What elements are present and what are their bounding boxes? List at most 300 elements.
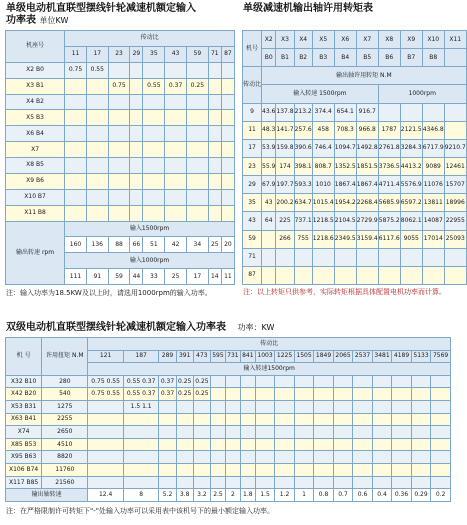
t1-value-cell	[86, 173, 108, 189]
t1-speed1500-cell: 66	[130, 237, 143, 253]
t3-value-cell: 0.55 0.37	[123, 388, 159, 401]
t3-value-cell	[193, 464, 210, 477]
t1-value-cell: 0.75	[65, 62, 87, 78]
t3-value-cell	[123, 451, 159, 464]
t2-rpm1500: 输入转速 1500rpm	[262, 85, 379, 103]
t2-ratio-cell: 35	[243, 194, 262, 212]
t1-value-cell	[221, 78, 234, 94]
t2-ratio-cell: 17	[243, 139, 262, 157]
t2-value-cell: 5875.2	[378, 212, 400, 230]
t2-ratio-cell: 9	[243, 103, 262, 121]
t2-value-cell: 5576.9	[400, 176, 422, 194]
t3-model-cell: X106 B74	[6, 464, 42, 477]
t2-value-cell: 654.1	[334, 103, 356, 121]
t2-value-cell: 1015.4	[312, 194, 334, 212]
t1-speed-label: 输出转速 rpm	[6, 221, 65, 285]
t3-torque-cell: 1275	[42, 401, 88, 414]
t3-ratio-cell: 1003	[255, 350, 275, 363]
t3-value-cell	[275, 464, 295, 477]
t1-value-cell	[186, 158, 208, 174]
t2-value-cell: 9055	[400, 230, 422, 248]
t3-header-ratio: 传动比	[88, 338, 451, 351]
t3-value-cell	[314, 464, 334, 477]
t1-value-cell	[108, 173, 130, 189]
t1-value-cell	[65, 126, 87, 142]
t3-value-cell: 0.37	[159, 375, 176, 388]
t2-torque-caption: 输出轴许用转矩 N.M	[262, 67, 467, 85]
t2-value-cell: 374.4	[312, 103, 334, 121]
t3-model-cell: X95 B63	[6, 451, 42, 464]
t2-value-cell: 53.9	[262, 139, 276, 157]
t2-model-top: X3	[276, 31, 294, 49]
t3-value-cell	[431, 413, 451, 426]
t3-ratio-cell: 2537	[353, 350, 373, 363]
t3-value-cell	[294, 438, 314, 451]
t2-header-model: 机号	[243, 31, 262, 67]
t3-speed-cell: 1.8	[240, 489, 255, 502]
t3-value-cell	[159, 464, 176, 477]
t3-value-cell	[225, 476, 240, 489]
t3-value-cell	[159, 401, 176, 414]
t3-value-cell	[159, 476, 176, 489]
t3-speed-label: 输出轴转速	[6, 489, 88, 502]
t3-ratio-cell: 473	[193, 350, 210, 363]
t3-torque-cell: 280	[42, 375, 88, 388]
t3-value-cell	[240, 476, 255, 489]
t3-value-cell	[255, 375, 275, 388]
t3-model-cell: X32 B10	[6, 375, 42, 388]
t3-model-cell: X63 B41	[6, 413, 42, 426]
t3-value-cell	[431, 426, 451, 439]
t3-rpm-caption: 输入转速1500rpm	[88, 363, 451, 376]
t1-value-cell	[65, 78, 87, 94]
t2-value-cell: 3284.3	[400, 139, 422, 157]
t3-ratio-cell: 289	[159, 350, 176, 363]
t3-value-cell	[411, 476, 431, 489]
t2-value-cell: 916.7	[356, 103, 378, 121]
t3-value-cell	[255, 401, 275, 414]
t2-value-cell	[378, 266, 400, 284]
t1-value-cell	[208, 158, 221, 174]
t1-value-cell	[208, 126, 221, 142]
t1-ratio-cell: 71	[208, 46, 221, 62]
t2-value-cell: 1867.4	[356, 176, 378, 194]
t1-value-cell	[130, 78, 143, 94]
t3-value-cell	[294, 388, 314, 401]
t1-value-cell	[143, 94, 165, 110]
t3-value-cell	[193, 401, 210, 414]
t2-table	[242, 30, 467, 285]
t3-value-cell	[333, 438, 353, 451]
t2-value-cell: 1954.2	[334, 194, 356, 212]
t1-value-cell	[208, 110, 221, 126]
t2-value-cell: 4711.4	[378, 176, 400, 194]
t3-value-cell	[314, 388, 334, 401]
t3-speed-cell: 1	[294, 489, 314, 502]
t3-ratio-cell: 1505	[294, 350, 314, 363]
t3-value-cell	[159, 451, 176, 464]
t3-value-cell	[123, 413, 159, 426]
t1-speed1500-cell: 136	[86, 237, 108, 253]
t3-value-cell: 0.25	[176, 388, 193, 401]
t3-value-cell	[193, 438, 210, 451]
t3-speed-cell: 1.2	[275, 489, 295, 502]
t1-value-cell: 0.55	[86, 62, 108, 78]
t2-model-bot: B5	[356, 49, 378, 67]
t3-model-cell: X85 B53	[6, 438, 42, 451]
t1-value-cell	[143, 110, 165, 126]
t1-value-cell	[65, 205, 87, 221]
t3-speed-cell: 0.36	[392, 489, 412, 502]
t1-value-cell	[165, 142, 187, 158]
t1-value-cell	[165, 158, 187, 174]
t3-speed-cell: 0.6	[353, 489, 373, 502]
t2-model-bot: B3	[312, 49, 334, 67]
t1-speed1500-cell: 51	[143, 237, 165, 253]
t2-value-cell	[444, 248, 466, 266]
t3-header-model: 机 号	[6, 338, 42, 376]
t1-value-cell	[186, 173, 208, 189]
t3-value-cell	[431, 401, 451, 414]
t2-value-cell: 1787	[378, 121, 400, 139]
t2-ratio-cell: 43	[243, 212, 262, 230]
t3-value-cell	[88, 476, 124, 489]
t1-ratio-cell: 87	[221, 46, 234, 62]
t1-value-cell	[165, 110, 187, 126]
t3-value-cell	[333, 464, 353, 477]
t2-value-cell: 593.3	[294, 176, 312, 194]
t1-value-cell	[143, 158, 165, 174]
t3-value-cell	[294, 426, 314, 439]
t1-speed1000-cell: 14	[208, 269, 221, 285]
t3-table	[5, 337, 451, 502]
t3-value-cell	[88, 438, 124, 451]
t1-value-cell	[108, 189, 130, 205]
t3-value-cell	[411, 451, 431, 464]
t3-value-cell: 1.5 1.1	[123, 401, 159, 414]
t3-value-cell	[255, 476, 275, 489]
t2-model-top: X5	[312, 31, 334, 49]
t3-value-cell	[314, 451, 334, 464]
t1-value-cell	[165, 173, 187, 189]
t2-model-bot	[444, 49, 466, 67]
t2-value-cell: 25093	[444, 230, 466, 248]
t3-value-cell	[353, 375, 373, 388]
t2-value-cell: 3159.4	[356, 230, 378, 248]
t2-value-cell: 708.3	[334, 121, 356, 139]
t1-value-cell	[165, 189, 187, 205]
t3-value-cell	[314, 438, 334, 451]
t1-speed1500-cell: 20	[221, 237, 234, 253]
t3-value-cell	[225, 375, 240, 388]
t1-value-cell	[86, 205, 108, 221]
t2-model-bot: B7	[400, 49, 422, 67]
t1-value-cell	[208, 142, 221, 158]
t2-value-cell	[334, 266, 356, 284]
t1-value-cell	[65, 158, 87, 174]
t3-speed-cell: 0.8	[314, 489, 334, 502]
t3-value-cell	[255, 426, 275, 439]
t1-value-cell	[86, 94, 108, 110]
t3-value-cell	[211, 426, 226, 439]
t2-value-cell: 141.7	[276, 121, 294, 139]
t2-value-cell: 137.8	[276, 103, 294, 121]
t1-value-cell	[130, 142, 143, 158]
t3-value-cell	[353, 413, 373, 426]
t1-value-cell: 0.25	[186, 78, 208, 94]
t3-ratio-cell: 391	[176, 350, 193, 363]
t3-value-cell	[353, 401, 373, 414]
t2-value-cell: 9210.7	[444, 139, 466, 157]
t1-speed1000-cell: 33	[143, 269, 165, 285]
t3-speed-cell: 8	[123, 489, 159, 502]
t2-value-cell: 1010	[312, 176, 334, 194]
t3-value-cell: 0.25	[193, 375, 210, 388]
t3-torque-cell: 2255	[42, 413, 88, 426]
t3-value-cell	[193, 426, 210, 439]
t2-value-cell: 11076	[422, 176, 444, 194]
t1-value-cell	[221, 189, 234, 205]
t3-note: 注：在严格限制许可转矩下"-"处输入功率可以采用表中该机号下的最小额定输入功率。	[6, 507, 274, 515]
t2-value-cell: 2349.5	[334, 230, 356, 248]
t3-value-cell	[176, 401, 193, 414]
t1-value-cell	[143, 126, 165, 142]
t3-value-cell	[240, 375, 255, 388]
t3-value-cell	[275, 413, 295, 426]
t2-value-cell	[276, 248, 294, 266]
t3-value-cell	[372, 413, 392, 426]
t3-value-cell: 0.25	[176, 375, 193, 388]
t3-speed-cell: 1.5	[255, 489, 275, 502]
t3-speed-cell: 12.4	[88, 489, 124, 502]
t2-value-cell: 2104.5	[334, 212, 356, 230]
t3-value-cell	[211, 401, 226, 414]
t3-value-cell	[211, 438, 226, 451]
t1-speed1500-cell: 34	[186, 237, 208, 253]
t1-speed1000-cell: 59	[108, 269, 130, 285]
t1-ratio-cell: 59	[186, 46, 208, 62]
t2-value-cell: 6117.6	[378, 230, 400, 248]
t3-value-cell	[240, 464, 255, 477]
t1-ratio-cell: 11	[65, 46, 87, 62]
t3-ratio-cell: 187	[123, 350, 159, 363]
t1-value-cell	[143, 205, 165, 221]
t3-value-cell	[225, 401, 240, 414]
t3-model-cell: X74	[6, 426, 42, 439]
t3-ratio-cell: 595	[211, 350, 226, 363]
t2-model-top: X9	[400, 31, 422, 49]
t1-value-cell	[86, 189, 108, 205]
t3-value-cell: 0.75 0.55	[88, 375, 124, 388]
t1-value-cell	[130, 189, 143, 205]
t2-value-cell: 257.6	[294, 121, 312, 139]
t3-torque-cell: 8820	[42, 451, 88, 464]
t2-value-cell	[400, 266, 422, 284]
t3-value-cell	[431, 451, 451, 464]
t2-ratio-cell: 11	[243, 121, 262, 139]
t3-value-cell	[333, 426, 353, 439]
t3-value-cell	[88, 401, 124, 414]
t2-value-cell	[400, 103, 422, 121]
t1-value-cell	[65, 189, 87, 205]
t3-value-cell	[411, 401, 431, 414]
t2-value-cell	[334, 248, 356, 266]
t3-torque-cell: 2650	[42, 426, 88, 439]
t1-model-cell: X8 B5	[6, 158, 65, 174]
t3-unit: 功率：KW	[237, 323, 275, 332]
t1-model-cell: X10 B7	[6, 189, 65, 205]
t1-value-cell	[86, 110, 108, 126]
t3-value-cell	[353, 438, 373, 451]
t1-value-cell	[221, 173, 234, 189]
t1-value-cell	[208, 78, 221, 94]
t2-value-cell	[378, 103, 400, 121]
t3-value-cell	[353, 476, 373, 489]
t3-value-cell	[372, 451, 392, 464]
t3-value-cell	[314, 476, 334, 489]
t2-value-cell: 966.8	[356, 121, 378, 139]
t2-value-cell: 200.2	[276, 194, 294, 212]
t1-rpm1500-label: 输入1500rpm	[65, 221, 235, 237]
t1-ratio-cell: 29	[130, 46, 143, 62]
t3-ratio-cell: 2065	[333, 350, 353, 363]
t1-unit: 单位KW	[39, 16, 69, 25]
t3-value-cell	[176, 438, 193, 451]
t1-value-cell	[86, 78, 108, 94]
t3-title	[6, 322, 446, 334]
t3-value-cell	[211, 464, 226, 477]
t3-value-cell	[240, 426, 255, 439]
t3-value-cell	[333, 451, 353, 464]
t3-value-cell	[431, 438, 451, 451]
t1-title-b: 功率表	[6, 15, 36, 26]
t1-value-cell	[143, 189, 165, 205]
t3-value-cell	[411, 438, 431, 451]
t2-value-cell: 1352.5	[334, 157, 356, 175]
t2-value-cell: 12461	[444, 157, 466, 175]
t2-value-cell: 13811	[422, 194, 444, 212]
t1-value-cell	[108, 142, 130, 158]
t3-value-cell	[275, 375, 295, 388]
t2-value-cell: 1851.5	[356, 157, 378, 175]
t3-value-cell	[159, 438, 176, 451]
t2-value-cell: 8062.1	[400, 212, 422, 230]
t1-value-cell	[143, 142, 165, 158]
t3-value-cell	[411, 426, 431, 439]
t3-value-cell	[211, 413, 226, 426]
t1-value-cell	[108, 62, 130, 78]
t3-value-cell	[411, 464, 431, 477]
t3-value-cell	[240, 438, 255, 451]
t1-value-cell	[208, 189, 221, 205]
t3-value-cell	[193, 413, 210, 426]
t1-value-cell	[65, 173, 87, 189]
t1-value-cell	[86, 158, 108, 174]
t1-value-cell: 0.37	[165, 78, 187, 94]
t1-speed1000-cell: 91	[86, 269, 108, 285]
t2-value-cell	[276, 266, 294, 284]
t3-value-cell	[193, 451, 210, 464]
t1-rpm1000-label: 输入1000rpm	[65, 253, 235, 269]
t1-value-cell	[130, 62, 143, 78]
t3-value-cell	[123, 464, 159, 477]
t2-value-cell: 3736.5	[378, 157, 400, 175]
t2-value-cell: 197.7	[276, 176, 294, 194]
t2-model-bot: B6	[378, 49, 400, 67]
t3-speed-cell: 3.2	[193, 489, 210, 502]
t3-value-cell	[392, 451, 412, 464]
t2-model-top: X2	[262, 31, 276, 49]
t1-model-cell: X5 B3	[6, 110, 65, 126]
t3-speed-cell: 0.7	[333, 489, 353, 502]
t3-value-cell	[176, 426, 193, 439]
t2-value-cell: 390.6	[294, 139, 312, 157]
t2-value-cell: 1218.6	[312, 230, 334, 248]
t1-value-cell	[108, 158, 130, 174]
t2-value-cell: 6717.9	[422, 139, 444, 157]
t1-value-cell	[186, 62, 208, 78]
t3-value-cell	[211, 451, 226, 464]
t3-value-cell	[88, 451, 124, 464]
t2-value-cell: 213.2	[294, 103, 312, 121]
t1-value-cell: 0.55	[143, 78, 165, 94]
t2-value-cell: 174	[276, 157, 294, 175]
t3-value-cell	[255, 413, 275, 426]
t2-model-bot: B2	[294, 49, 312, 67]
t2-value-cell: 14087	[422, 212, 444, 230]
t3-value-cell	[294, 401, 314, 414]
t3-value-cell	[294, 413, 314, 426]
t1-model-cell: X4 B2	[6, 94, 65, 110]
t2-value-cell: 9089	[422, 157, 444, 175]
t2-value-cell: 634.7	[294, 194, 312, 212]
t1-value-cell	[186, 205, 208, 221]
t2-value-cell	[262, 248, 276, 266]
t3-ratio-cell: 5133	[411, 350, 431, 363]
t2-value-cell	[400, 248, 422, 266]
t2-value-cell: 1867.4	[334, 176, 356, 194]
t2-ratio-cell: 71	[243, 248, 262, 266]
t1-value-cell	[143, 173, 165, 189]
t3-value-cell	[225, 451, 240, 464]
t1-note: 注：输入功率为18.5KW及以上时，请选用1000rpm的输入功率。	[6, 289, 212, 297]
t1-title-a: 单级电动机直联型摆线针轮减速机额定输入	[6, 3, 196, 14]
t2-model-bot: B0	[262, 49, 276, 67]
t3-value-cell	[275, 438, 295, 451]
t1-ratio-cell: 17	[86, 46, 108, 62]
t1-header-model: 机座号	[6, 31, 65, 63]
t3-torque-cell: 21560	[42, 476, 88, 489]
t2-model-top: X11	[444, 31, 466, 49]
t3-value-cell: 0.25	[193, 388, 210, 401]
t1-value-cell	[186, 94, 208, 110]
t2-note: 注：以上转矩只供参考，实际转矩根据具体配置电机功率而计算。	[243, 288, 446, 296]
t1-title	[6, 3, 226, 27]
t2-value-cell: 18996	[444, 194, 466, 212]
t3-value-cell	[193, 476, 210, 489]
t2-value-cell	[422, 266, 444, 284]
t1-value-cell	[186, 189, 208, 205]
t1-speed1500-cell: 25	[208, 237, 221, 253]
t1-value-cell	[108, 205, 130, 221]
t3-value-cell	[211, 476, 226, 489]
t2-value-cell: 48.3	[262, 121, 276, 139]
t3-value-cell	[275, 451, 295, 464]
t3-value-cell	[392, 426, 412, 439]
t1-speed1000-cell: 44	[130, 269, 143, 285]
t3-value-cell	[333, 413, 353, 426]
t3-value-cell	[225, 413, 240, 426]
